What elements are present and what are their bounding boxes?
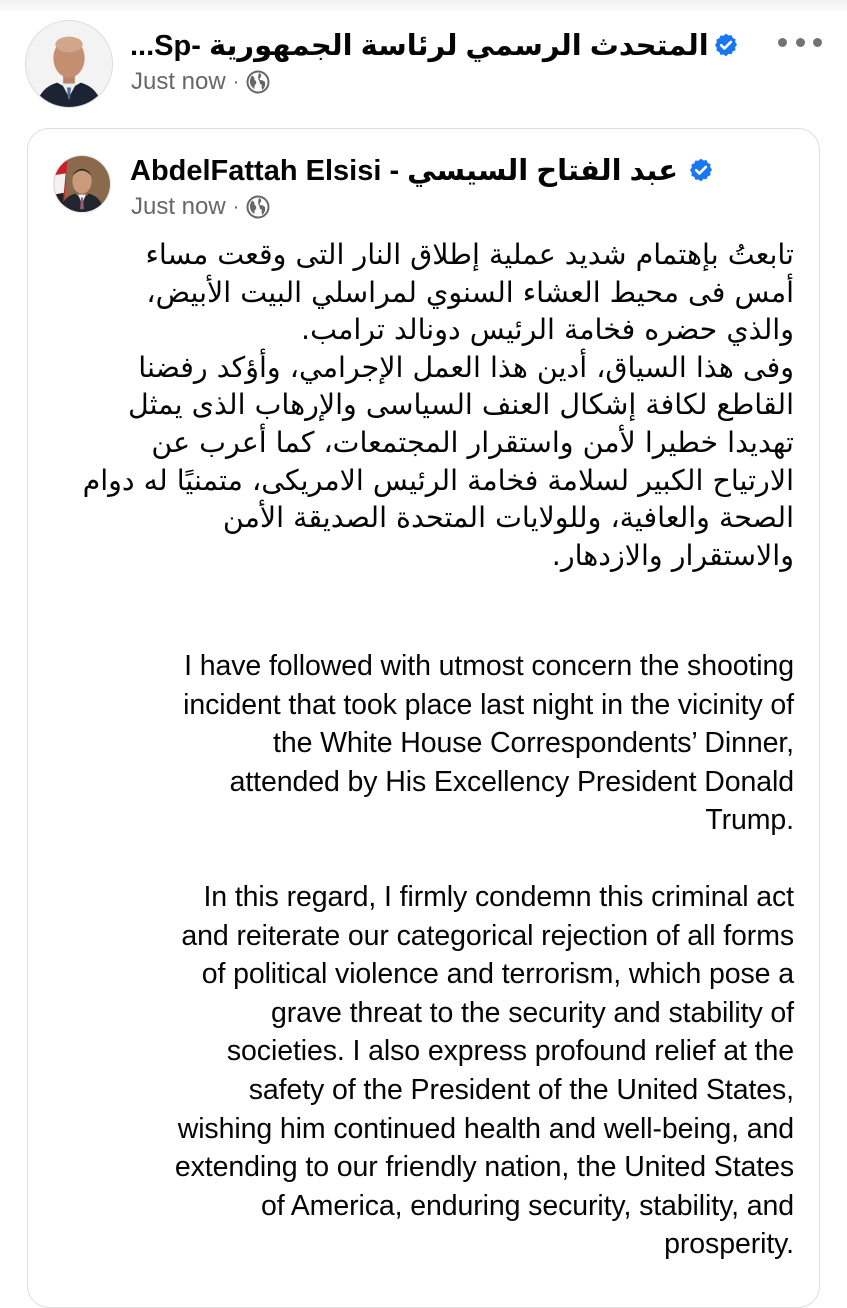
- globe-icon[interactable]: [246, 195, 270, 219]
- verified-badge-icon: [688, 157, 714, 183]
- text-line: والذي حضره فخامة الرئيس دونالد ترامب.: [301, 313, 794, 347]
- shared-post-timestamp[interactable]: Just now: [131, 193, 226, 220]
- shared-author-name[interactable]: [130, 153, 678, 188]
- text-line: extending to our friendly nation, the United States: [174, 1151, 794, 1184]
- text-line: of America, enduring security, stability, and: [260, 1189, 794, 1222]
- text-line: of political violence and terrorism, which pose a: [201, 958, 794, 991]
- more-dot: [778, 38, 787, 47]
- author-name-row: [130, 25, 739, 65]
- shared-author-avatar[interactable]: [53, 155, 111, 213]
- text-line: القاطع لكافة إشكال العنف السياسى والإرهاب الذى يمثل: [127, 388, 794, 422]
- text-line: the White House Correspondents’ Dinner,: [273, 727, 794, 760]
- avatar-portrait-icon: [54, 156, 110, 212]
- text-line: الارتياح الكبير لسلامة فخامة الرئيس الامريكى، متمنيًا له دوام: [82, 463, 794, 497]
- avatar-portrait-icon: [26, 21, 112, 107]
- text-line: أمس فى محيط العشاء السنوي لمراسلي البيت الأبيض،: [146, 275, 794, 309]
- post-meta: [131, 68, 270, 96]
- meta-separator: ·: [232, 195, 240, 218]
- shared-post-meta: [131, 193, 270, 221]
- text-line: وفى هذا السياق، أدين هذا العمل الإجرامي، وأؤكد رفضنا: [138, 350, 794, 384]
- post-timestamp[interactable]: Just now: [131, 68, 226, 95]
- shared-author-name-latin: AbdelFattah Elsisi -: [130, 154, 408, 187]
- text-line: Trump.: [705, 804, 794, 837]
- text-line: wishing him continued health and well-being, and: [177, 1112, 794, 1145]
- text-line: والاستقرار والازدهار.: [551, 538, 794, 572]
- shared-author-name-arabic: عبد الفتاح السيسي: [407, 154, 679, 187]
- text-line: attended by His Excellency President Donald: [229, 765, 794, 798]
- text-line: incident that took place last night in the vicinity of: [183, 688, 794, 721]
- shared-author-name-row: [130, 150, 714, 190]
- text-line: and reiterate our categorical rejection of all forms: [181, 919, 794, 952]
- post-body-arabic: [83, 236, 794, 574]
- text-line: تهديدا خطيرا لأمن واستقرار المجتمعات، كما أعرب عن: [151, 425, 794, 459]
- text-line: تابعتُ بإهتمام شديد عملية إطلاق النار التى وقعت مساء: [145, 238, 794, 271]
- text-line: I have followed with utmost concern the shooting: [184, 650, 794, 682]
- post-header: [0, 0, 847, 120]
- more-dot: [796, 38, 805, 47]
- post-body-english-paragraph-1: [183, 647, 794, 840]
- text-line: societies. I also express profound relief at the: [226, 1035, 794, 1068]
- text-line: prosperity.: [664, 1228, 794, 1261]
- globe-icon[interactable]: [246, 70, 270, 94]
- author-avatar[interactable]: [25, 20, 113, 108]
- more-options-button[interactable]: [778, 30, 822, 54]
- post-body-english-paragraph-2: [175, 878, 794, 1264]
- meta-separator: ·: [232, 70, 240, 93]
- text-line: safety of the President of the United States,: [248, 1073, 794, 1106]
- text-line: In this regard, I firmly condemn this criminal act: [203, 881, 794, 913]
- verified-badge-icon: [713, 32, 739, 58]
- text-line: grave threat to the security and stability of: [270, 996, 794, 1029]
- more-dot: [813, 38, 822, 47]
- text-line: الصحة والعافية، وللولايات المتحدة الصديقة الأمن: [222, 501, 794, 535]
- author-name[interactable]: المتحدث الرسمي لرئاسة الجمهورية -Sp...: [130, 29, 709, 62]
